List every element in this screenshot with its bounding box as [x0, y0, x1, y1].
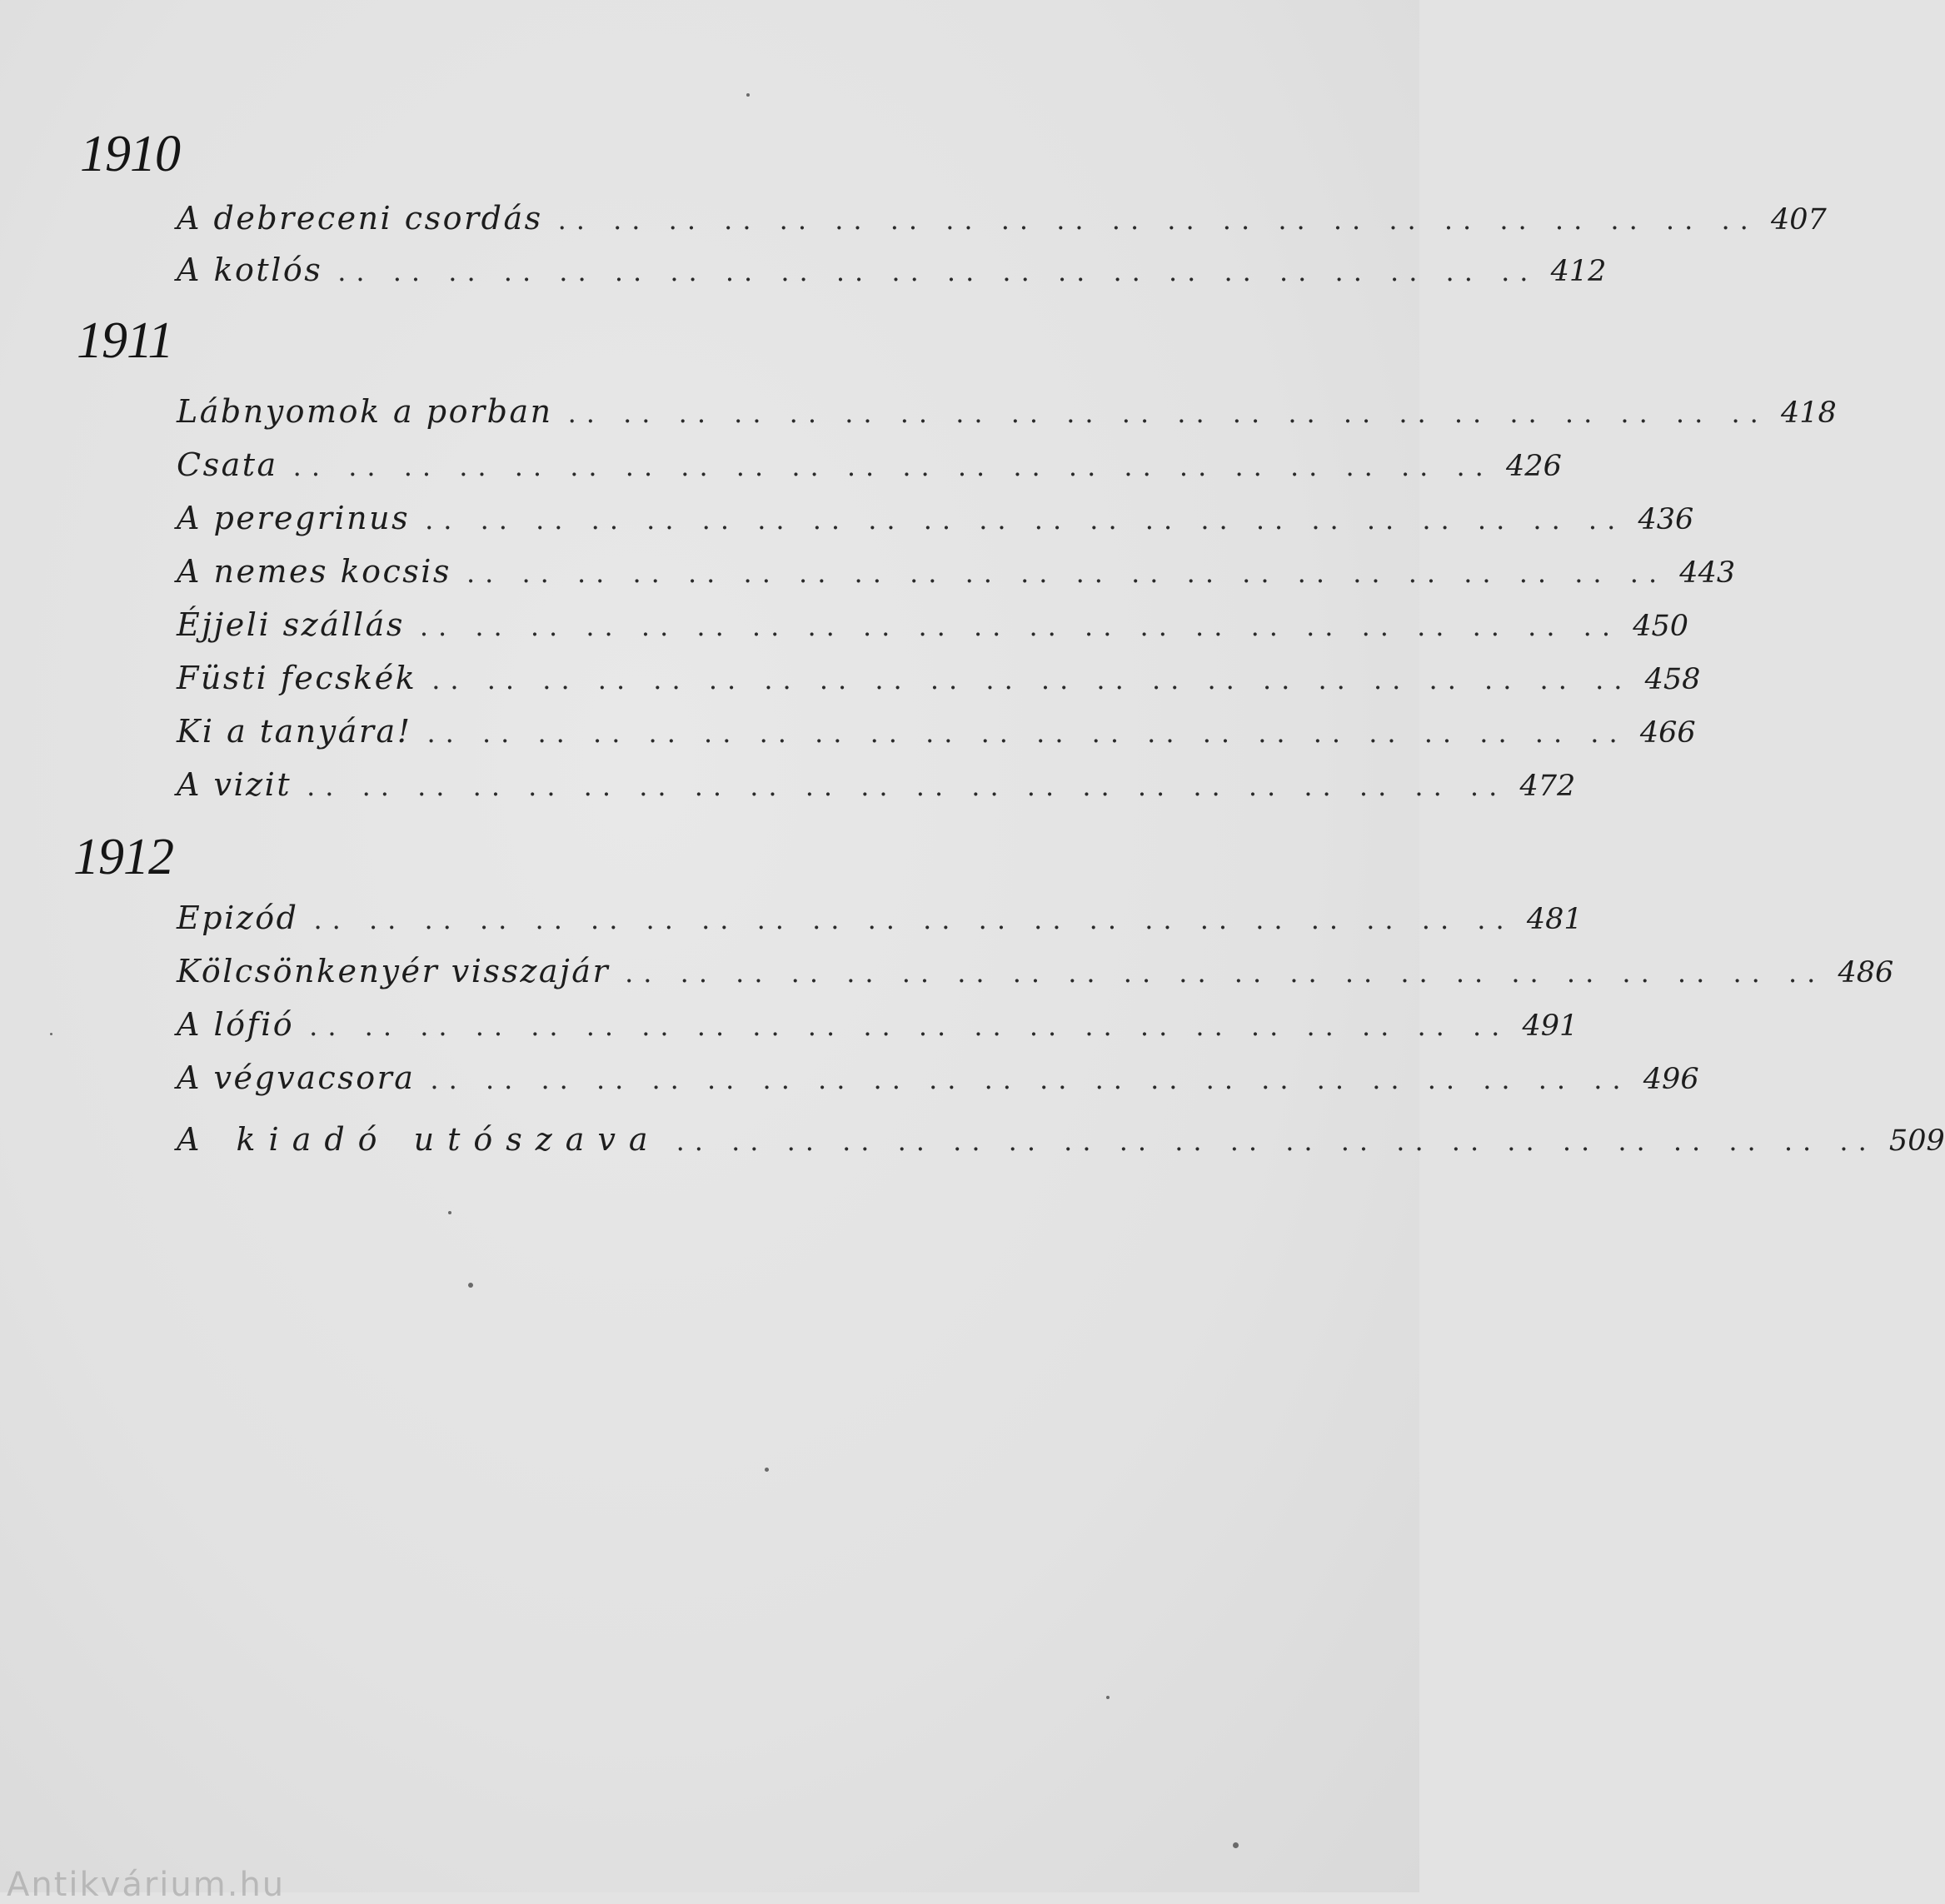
toc-entry [177, 553, 1736, 593]
entry-page-number: 481 [1526, 903, 1583, 936]
toc-entry [177, 713, 1696, 753]
scan-speck [765, 1468, 769, 1472]
entry-title: Füsti fecskék [177, 660, 417, 696]
dot-leader: .. .. .. .. .. .. .. .. .. .. .. .. .. .. .. .. .. .. .. .. .. .. [430, 1064, 1631, 1095]
entry-title: Epizód [177, 900, 299, 936]
toc-entry [177, 500, 1694, 540]
dot-leader: .. .. .. .. .. .. .. .. .. .. .. .. .. .. .. .. .. .. .. .. .. .. [557, 204, 1758, 236]
year-heading-1910: 1910 [80, 126, 180, 182]
dot-leader: .. .. .. .. .. .. .. .. .. .. .. .. .. .. .. .. .. .. .. .. .. .. [307, 770, 1508, 802]
dot-leader: .. .. .. .. .. .. .. .. .. .. .. .. .. .. .. .. .. .. .. .. .. .. [426, 717, 1628, 749]
entry-page-number: 436 [1638, 503, 1694, 536]
dot-leader: .. .. .. .. .. .. .. .. .. .. .. .. .. .. .. .. .. .. .. .. .. .. [419, 611, 1620, 642]
scan-speck [1106, 1696, 1110, 1699]
scan-speck [448, 1211, 451, 1214]
entry-page-number: 418 [1780, 396, 1837, 430]
year-heading-1912: 1912 [73, 829, 173, 885]
entry-page-number: 486 [1838, 956, 1894, 989]
toc-entry [177, 252, 1607, 292]
dot-leader: .. .. .. .. .. .. .. .. .. .. .. .. .. .. .. .. .. .. .. .. .. .. [313, 904, 1514, 935]
toc-entry [177, 200, 1827, 240]
entry-title: Csata [177, 446, 278, 483]
year-heading-1911: 1911 [77, 312, 173, 369]
toc-entry [177, 766, 1576, 806]
toc-entry [177, 900, 1583, 940]
watermark: Antikvárium.hu [7, 1866, 286, 1904]
toc-entry [177, 446, 1562, 486]
afterword-page-number: 509 [1888, 1124, 1945, 1158]
entry-title: Lábnyomok a porban [177, 393, 553, 430]
afterword-title: A kiadó utószava [177, 1121, 661, 1158]
dot-leader: .. .. .. .. .. .. .. .. .. .. .. .. .. .. .. .. .. .. .. .. .. .. [425, 504, 1626, 536]
entry-page-number: 450 [1633, 610, 1688, 643]
toc-entry [177, 1059, 1699, 1099]
entry-title: Éjjeli szállás [177, 606, 405, 643]
entry-page-number: 407 [1770, 203, 1827, 237]
entry-title: A peregrinus [177, 500, 411, 536]
entry-title: A végvacsora [177, 1059, 416, 1096]
entry-page-number: 466 [1639, 716, 1696, 750]
toc-entry [177, 1006, 1578, 1046]
scan-speck [1233, 1842, 1239, 1848]
toc-entry [177, 393, 1837, 433]
entry-page-number: 491 [1522, 1009, 1578, 1043]
entry-title: A vizit [177, 766, 292, 803]
toc-entry [177, 606, 1688, 646]
scan-speck [746, 93, 750, 97]
scan-speck [468, 1283, 473, 1288]
dot-leader: .. .. .. .. .. .. .. .. .. .. .. .. .. .. .. .. .. .. .. .. .. .. [466, 557, 1668, 589]
entry-title: A kotlós [177, 252, 323, 288]
dot-leader: .. .. .. .. .. .. .. .. .. .. .. .. .. .. .. .. .. .. .. .. .. .. [431, 664, 1633, 695]
toc-entry [177, 660, 1701, 700]
dot-leader: .. .. .. .. .. .. .. .. .. .. .. .. .. .. .. .. .. .. .. .. .. .. [292, 451, 1494, 482]
entry-page-number: 472 [1519, 770, 1576, 803]
entry-title: A nemes kocsis [177, 553, 451, 590]
dot-leader: .. .. .. .. .. .. .. .. .. .. .. .. .. .. .. .. .. .. .. .. .. .. [309, 1010, 1510, 1042]
entry-page-number: 412 [1550, 255, 1607, 288]
entry-page-number: 496 [1643, 1063, 1699, 1096]
entry-page-number: 426 [1506, 450, 1562, 483]
toc-entry-afterword [177, 1121, 1945, 1161]
entry-title: A debreceni csordás [177, 200, 543, 237]
entry-page-number: 458 [1644, 663, 1701, 696]
entry-title: Ki a tanyára! [177, 713, 412, 750]
scan-speck [50, 1033, 52, 1035]
dot-leader: .. .. .. .. .. .. .. .. .. .. .. .. .. .. .. .. .. .. .. .. .. .. [676, 1125, 1877, 1157]
entry-title: A lófió [177, 1006, 295, 1043]
dot-leader: .. .. .. .. .. .. .. .. .. .. .. .. .. .. .. .. .. .. .. .. .. .. [567, 397, 1768, 429]
entry-page-number: 443 [1679, 556, 1736, 590]
dot-leader: .. .. .. .. .. .. .. .. .. .. .. .. .. .. .. .. .. .. .. .. .. .. [625, 957, 1826, 989]
toc-entry [177, 953, 1894, 993]
dot-leader: .. .. .. .. .. .. .. .. .. .. .. .. .. .. .. .. .. .. .. .. .. .. [337, 256, 1539, 287]
entry-title: Kölcsönkenyér visszajár [177, 953, 611, 989]
